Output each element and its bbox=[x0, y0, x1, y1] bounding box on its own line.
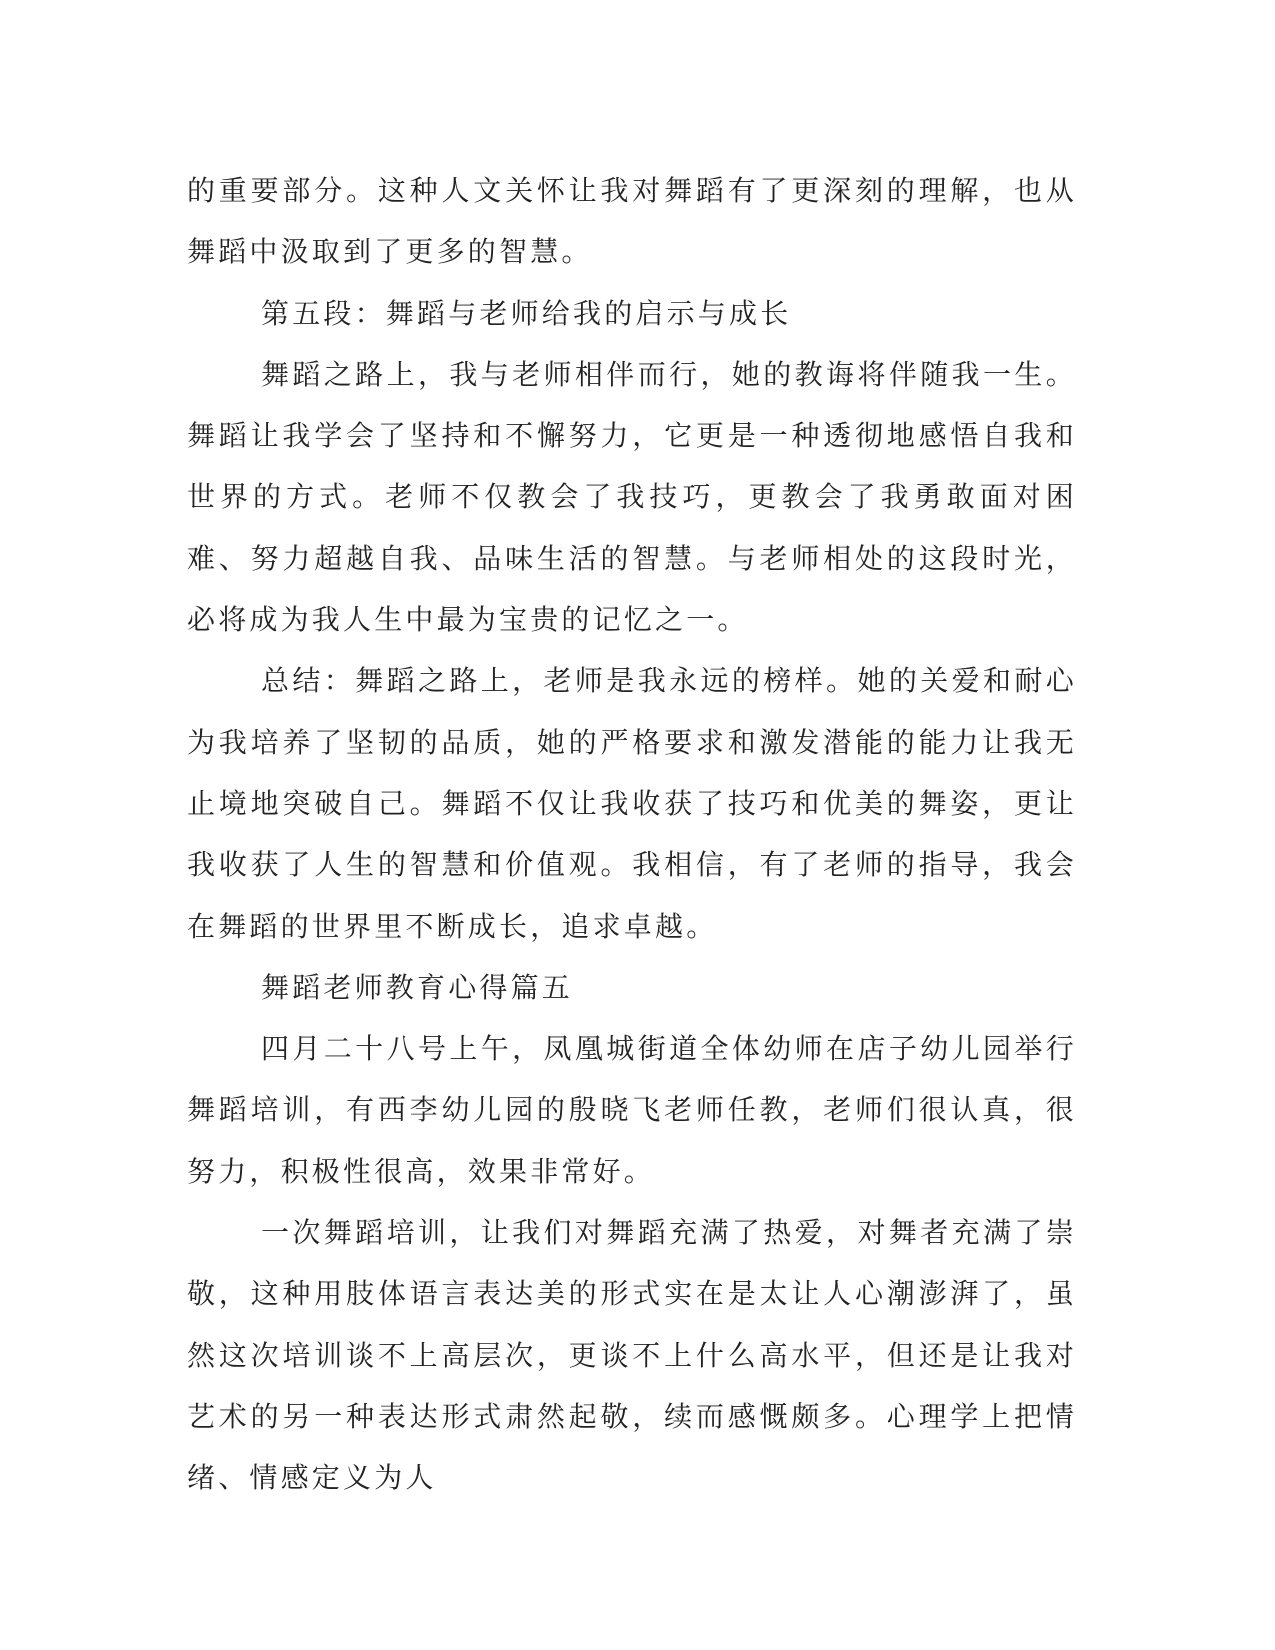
paragraph-training-event: 四月二十八号上午，凤凰城街道全体幼师在店子幼儿园举行舞蹈培训，有西李幼儿园的殷晓飞老师任教，老师们很认真，很努力，积极性很高，效果非常好。 bbox=[187, 1032, 1077, 1188]
document-body bbox=[187, 160, 1077, 1509]
paragraph-summary: 总结：舞蹈之路上，老师是我永远的榜样。她的关爱和耐心为我培养了坚韧的品质，她的严格要求和激发潜能的能力让我无止境地突破自己。舞蹈不仅让我收获了技巧和优美的舞姿，更让我收获了人生的智慧和价值观。我相信，有了老师的指导，我会在舞蹈的世界里不断成长，追求卓越。 bbox=[187, 664, 1077, 943]
paragraph-growth: 舞蹈之路上，我与老师相伴而行，她的教诲将伴随我一生。舞蹈让我学会了坚持和不懈努力，它更是一种透彻地感悟自我和世界的方式。老师不仅教会了我技巧，更教会了我勇敢面对困难、努力超越自我、品味生活的智慧。与老师相处的这段时光，必将成为我人生中最为宝贵的记忆之一。 bbox=[187, 357, 1077, 637]
paragraph-continuation: 的重要部分。这种人文关怀让我对舞蹈有了更深刻的理解，也从舞蹈中汲取到了更多的智慧。 bbox=[187, 174, 1077, 269]
paragraph-reflection: 一次舞蹈培训，让我们对舞蹈充满了热爱，对舞者充满了崇敬，这种用肢体语言表达美的形式实在是太让人心潮澎湃了，虽然这次培训谈不上高层次，更谈不上什么高水平，但还是让我对艺术的另一种表达形式肃然起敬，续而感慨颇多。心理学上把情绪、情感定义为人 bbox=[187, 1216, 1077, 1495]
essay-title-part-five: 舞蹈老师教育心得篇五 bbox=[261, 970, 574, 1004]
section-heading-part-five: 第五段：舞蹈与老师给我的启示与成长 bbox=[261, 296, 792, 330]
